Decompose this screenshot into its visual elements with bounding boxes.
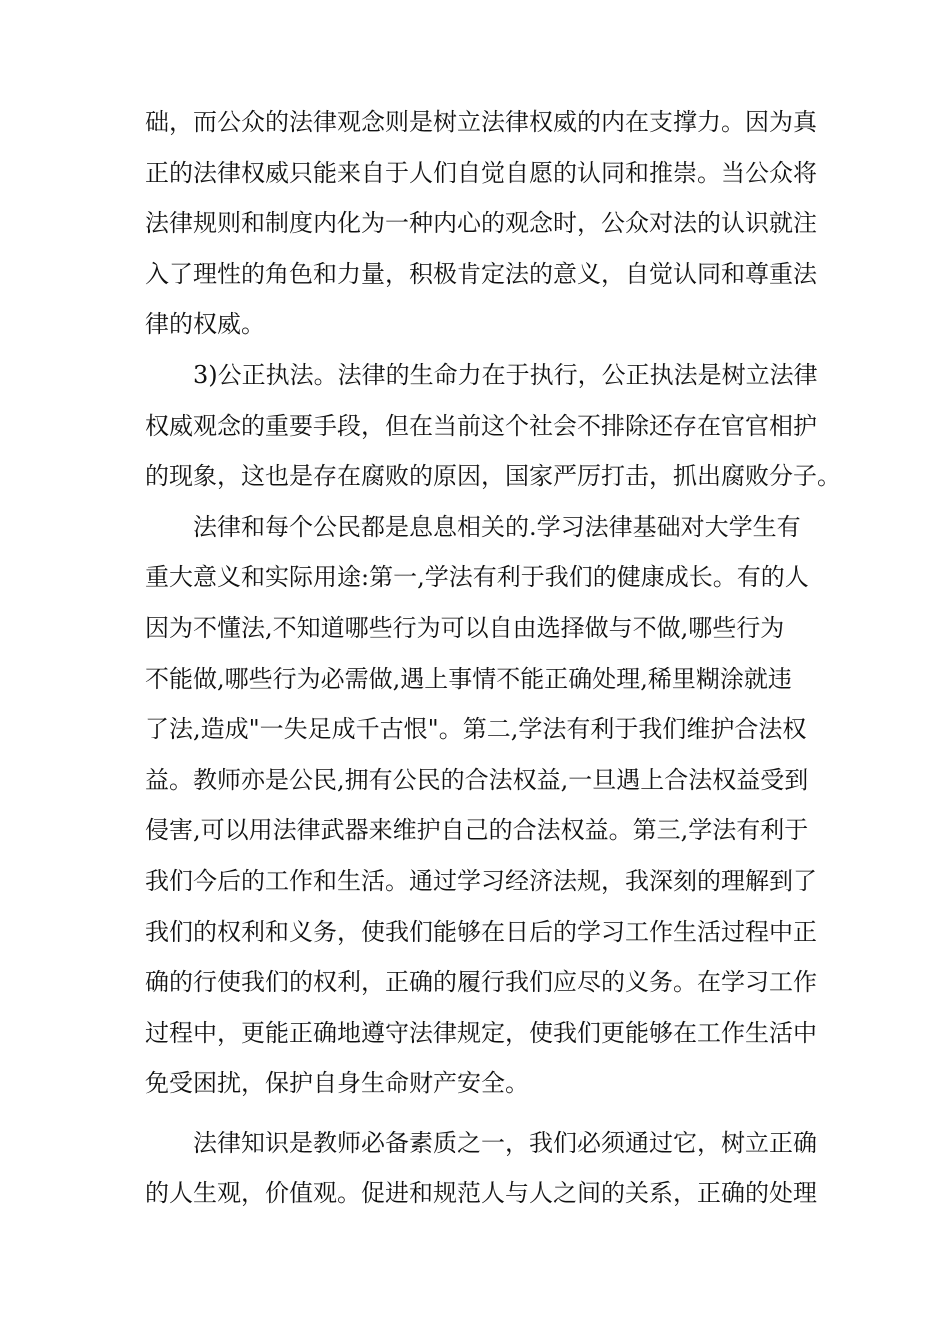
text-line: 了法,造成"一失足成千古恨"。第二,学法有利于我们维护合法权 [145, 715, 807, 744]
text-line: 侵害,可以用法律武器来维护自己的合法权益。第三,学法有利于 [145, 816, 809, 845]
document-body [145, 97, 845, 1219]
text-line: 免受困扰，保护自身生命财产安全。 [145, 1069, 529, 1098]
text-line: 不能做,哪些行为必需做,遇上事情不能正确处理,稀里糊涂就违 [145, 664, 792, 693]
text-line: 础，而公众的法律观念则是树立法律权威的内在支撑力。因为真 [145, 108, 817, 136]
text-line: 正的法律权威只能来自于人们自觉自愿的认同和推崇。当公众将 [145, 158, 817, 187]
paragraph-3 [145, 502, 845, 1109]
text-line: 我们今后的工作和生活。通过学习经济法规，我深刻的理解到了 [145, 866, 817, 895]
text-line: 法律和每个公民都是息息相关的.学习法律基础对大学生有 [193, 512, 801, 541]
paragraph-4 [145, 1118, 845, 1219]
text-line: 重大意义和实际用途:第一,学法有利于我们的健康成长。有的人 [145, 563, 809, 592]
text-line: 法律知识是教师必备素质之一，我们必须通过它，树立正确 [193, 1128, 817, 1157]
paragraph-gap [145, 1109, 845, 1118]
text-line: 的人生观，价值观。促进和规范人与人之间的关系，正确的处理 [145, 1179, 817, 1208]
text-line: 益。教师亦是公民,拥有公民的合法权益,一旦遇上合法权益受到 [145, 765, 809, 794]
text-line: 确的行使我们的权利，正确的履行我们应尽的义务。在学习工作 [145, 968, 817, 997]
text-line: 的现象，这也是存在腐败的原因，国家严厉打击，抓出腐败分子。 [145, 462, 841, 491]
text-line: 法律规则和制度内化为一种内心的观念时，公众对法的认识就注 [145, 209, 817, 238]
text-line: 3)公正执法。法律的生命力在于执行，公正执法是树立法律 [193, 360, 818, 389]
text-line: 律的权威。 [145, 310, 265, 339]
text-line: 因为不懂法,不知道哪些行为可以自由选择做与不做,哪些行为 [145, 613, 785, 642]
paragraph-2 [145, 350, 845, 502]
text-line: 入了理性的角色和力量，积极肯定法的意义，自觉认同和尊重法 [145, 259, 817, 288]
paragraph-1 [145, 97, 845, 350]
text-line: 权威观念的重要手段，但在当前这个社会不排除还存在官官相护 [145, 411, 817, 440]
text-line: 我们的权利和义务，使我们能够在日后的学习工作生活过程中正 [145, 917, 817, 946]
text-line: 过程中，更能正确地遵守法律规定，使我们更能够在工作生活中 [145, 1018, 817, 1047]
